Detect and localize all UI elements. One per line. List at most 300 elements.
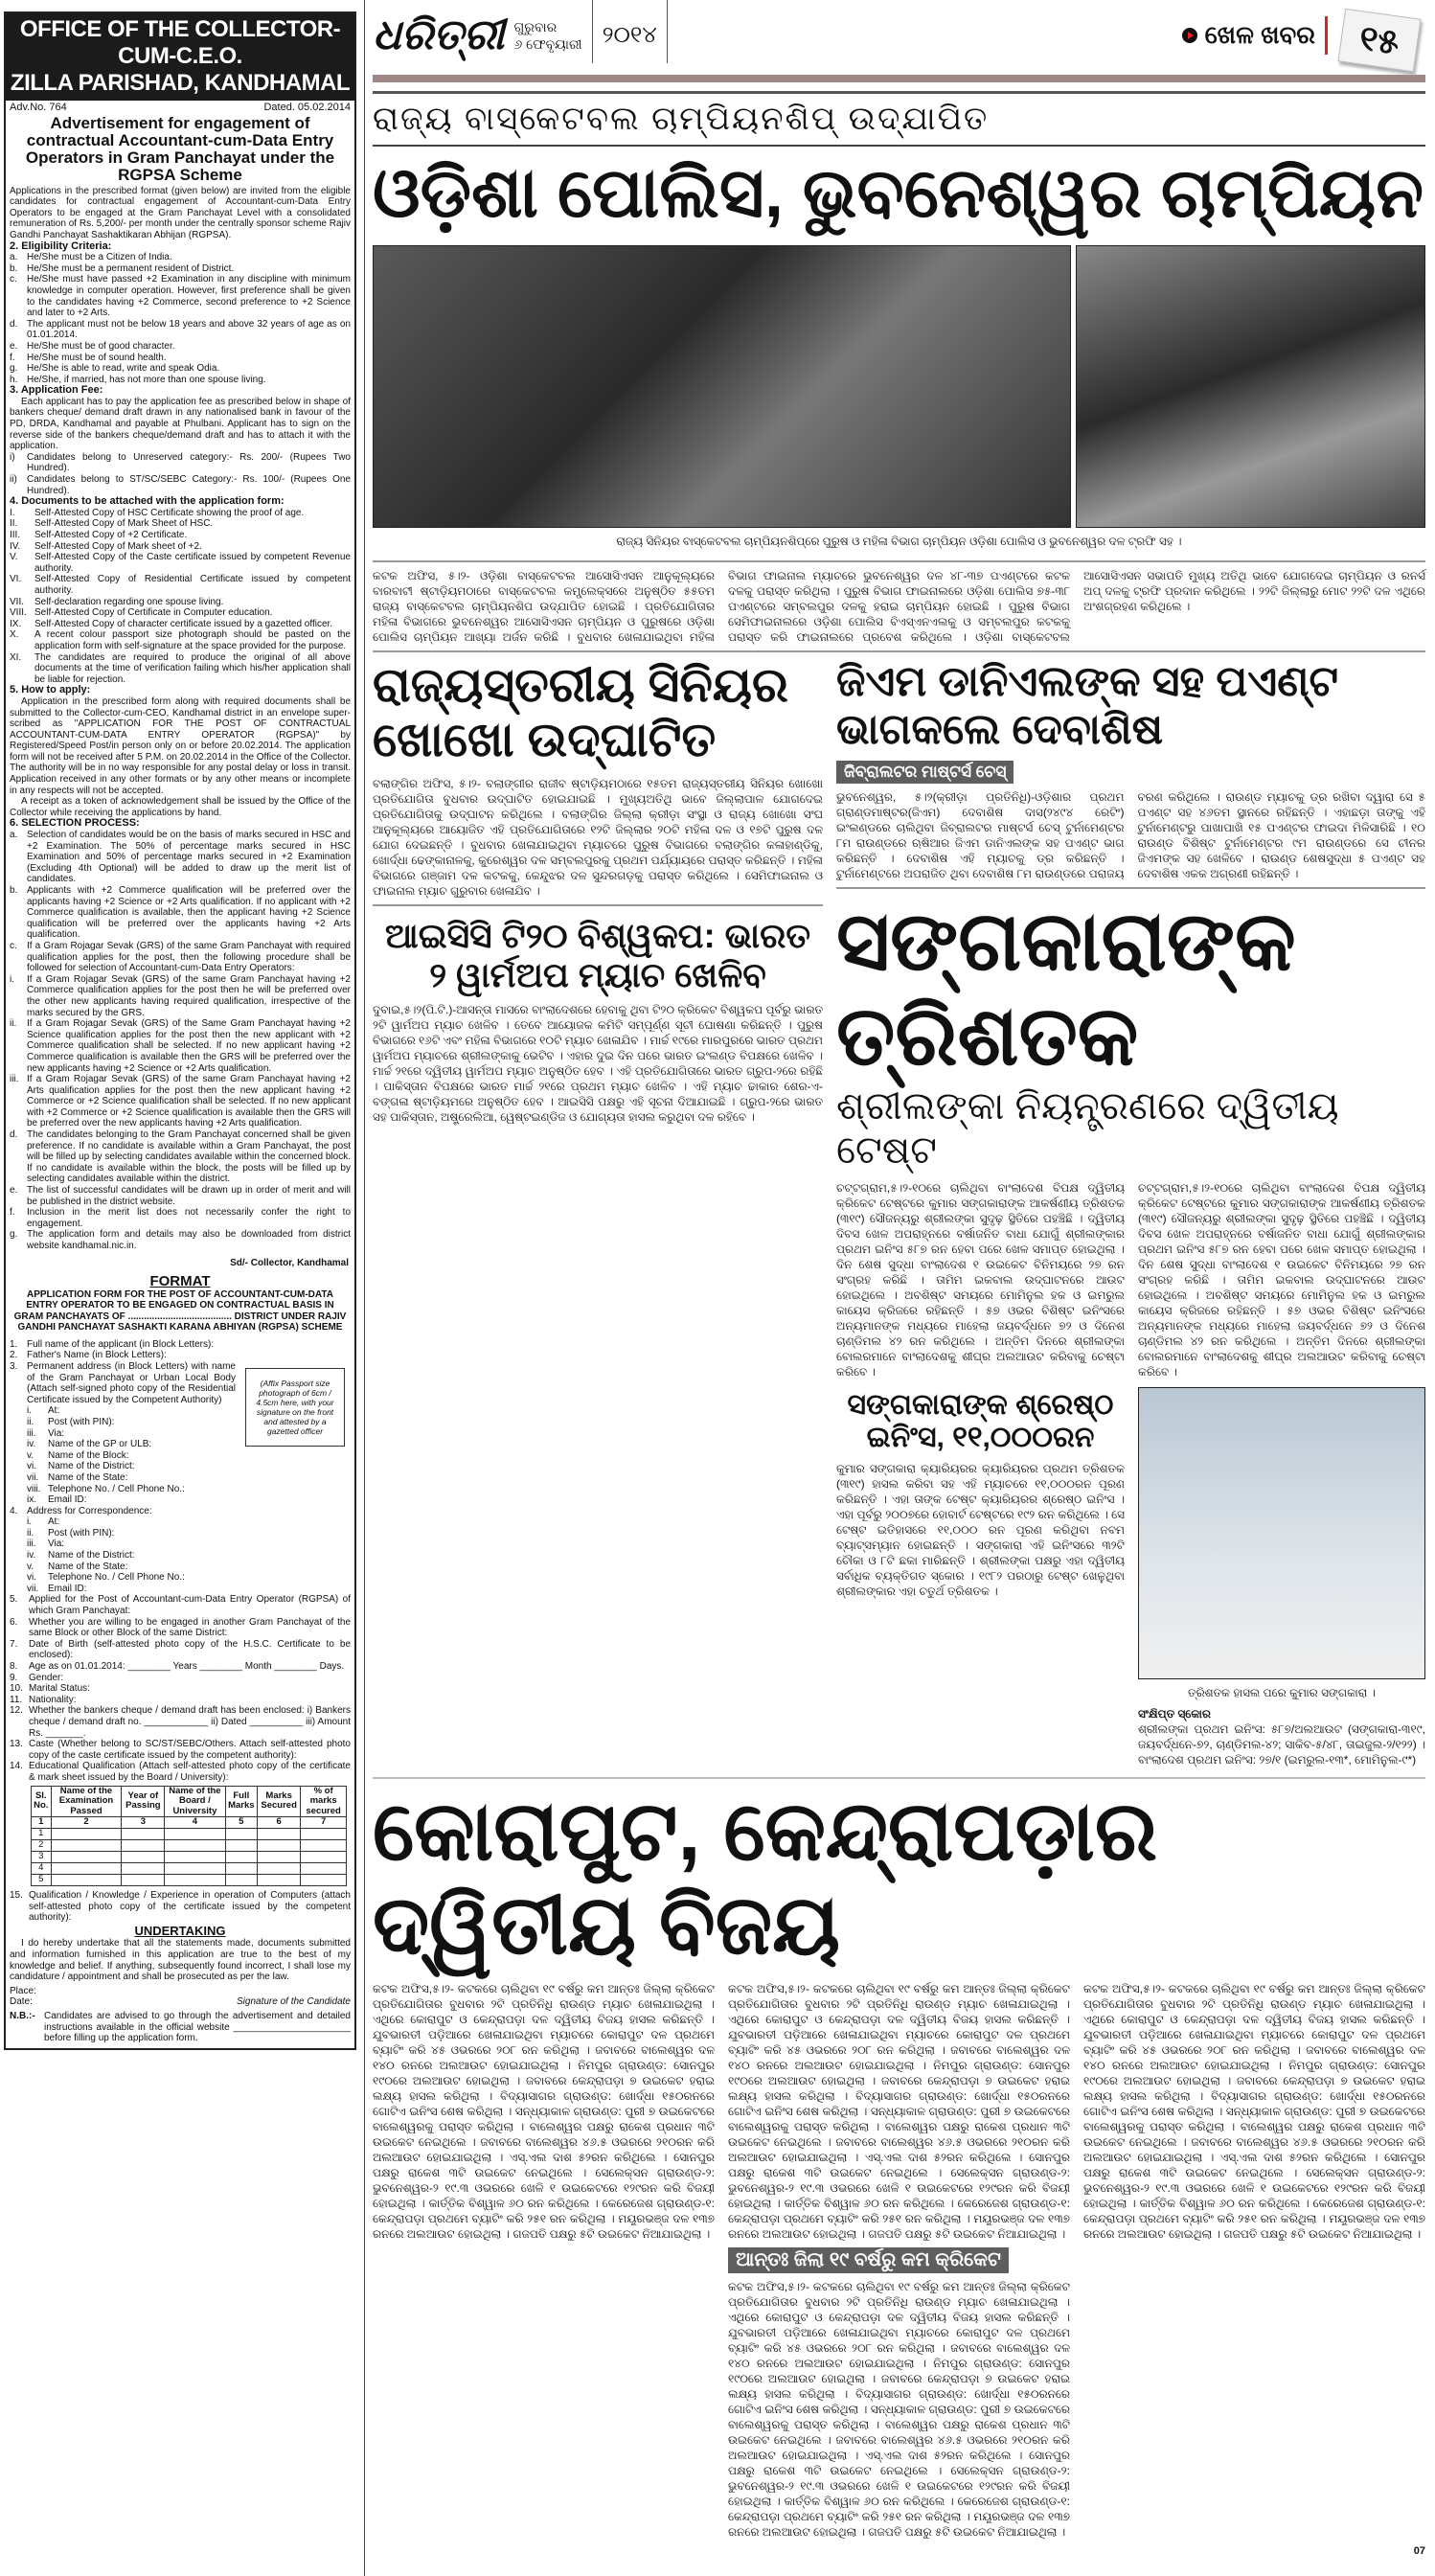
item-text: Nationality: xyxy=(29,1694,77,1705)
correspondence-address-fields xyxy=(6,1516,239,1594)
list-item xyxy=(6,1594,354,1616)
item-number: ii. xyxy=(27,1416,34,1427)
item-number: ii) xyxy=(10,474,17,486)
item-number: 13. xyxy=(10,1739,23,1750)
item-number: 4. xyxy=(10,1505,18,1516)
item-text: Self-Attested Copy of Mark Sheet of HSC. xyxy=(34,518,214,530)
item-number: i. xyxy=(10,973,14,985)
list-item xyxy=(6,1361,239,1405)
list-item xyxy=(6,607,354,619)
item-number: V. xyxy=(10,552,18,563)
list-item xyxy=(6,974,354,1018)
list-item xyxy=(6,1539,239,1550)
row-number: 4 xyxy=(32,1863,52,1875)
table-cell[interactable] xyxy=(301,1863,347,1875)
item-number: i. xyxy=(27,1405,32,1417)
item-number: c. xyxy=(10,940,17,951)
list-item xyxy=(6,1562,239,1573)
sangakkara-story-body-cont: ଚଟ୍ଟଗ୍ରାମ,୫।୨-୧୦ରେ ଚାଲିଥିବା ବାଂଲାଦେଶ ବିପକ୍ଷ ଦ୍ୱିତୀୟ କ୍ରିକେଟ ଟେଷ୍ଟରେ କୁମାର ସଙ୍ଗକାରାଙ୍କ ଆକର୍ଷଣୀୟ ତ୍ରିଶତକ (୩୧୯) ସୌଜନ୍ୟରୁ ଶ୍ରୀଲଙ୍କା ସୁଦୃଢ଼ ସ୍ଥିତିରେ ପହଞ୍ଚିଛି । ଦ୍ୱିତୀୟ ଦିବସ ଖେଳ ଅପରାହ୍ନରେ ବର୍ଷାଜନିତ ବାଧା ଯୋଗୁଁ ଶ୍ରୀଲଙ୍କାର ପ୍ରଥମ ଇନିଂସ ୫୮୭ ରନ ହେବା ପରେ ଖେଳ ସମାପ୍ତ ହୋଇଥିଲା । ଦିନ ଶେଷ ସୁଦ୍ଧା ବାଂଲାଦେଶ ୧ ଉଇକେଟ ବିନିମୟରେ ୨୭ ରନ ସଂଗ୍ରହ କରିଛି । ତାମିମ ଇକବାଲ ଉଦ୍‌ଘାଟନରେ ଆଉଟ ହୋଇଥିଲେ । ଅବଶିଷ୍ଟ ସମୟରେ ମୋମିନୁଲ ହକ ଓ ଇମରୁଲ କାୟେସ କ୍ରିଜରେ ରହିଛନ୍ତି । ୫୭ ଓଭର ବିଶିଷ୍ଟ ଇନିଂସରେ ଅନ୍ୟମାନଙ୍କ ମଧ୍ୟରେ ମାହେଲା ଜୟବର୍ଦ୍ଧନେ ୭୨ ଓ ଦିନେଶ ଚାଣ୍ଡିମଲ ୪୨ ରନ କରିଥିଲେ । ଅନ୍ତିମ ଦିନରେ ଶ୍ରୀଲଙ୍କା ବୋଲରମାନେ ବାଂଲାଦେଶକୁ ଶୀଘ୍ର ଅଲଆଉଟ କରିବାକୁ ଚେଷ୍ଟା କରିବେ । xyxy=(1138,1180,1425,1379)
photo-caption: ତ୍ରିଶତକ ହାସଲ ପରେ କୁମାର ସଙ୍ଗକାରା । xyxy=(1188,1685,1376,1699)
lead-photos xyxy=(373,245,1425,528)
page-footer-number: 07 xyxy=(1413,2545,1425,2558)
item-number: iii. xyxy=(27,1539,36,1550)
list-item xyxy=(6,1074,354,1129)
item-text: Whether you are willing to be engaged in another Gram Panchayat of the same Block or other Block of the same District: xyxy=(29,1616,351,1639)
item-number: viii. xyxy=(27,1483,41,1494)
column-number: 4 xyxy=(165,1817,225,1829)
lead-story-body: କଟକ ଅଫିସ, ୫।୨- ଓଡ଼ିଶା ବାସ୍କେଟବଲ ଆସୋସିଏସନ ଆନୁକୂଲ୍ୟରେ ବାରବାଟୀ ଷ୍ଟାଡ଼ିୟମଠାରେ ବାସ୍କେଟବଲ କମ୍ପ୍ଲେକ୍ସରେ ଅନୁଷ୍ଠିତ ୫୫ତମ ରାଜ୍ୟ ବାସ୍କେଟବଲ ଚାମ୍ପିୟନଶିପ ଉଦ୍ଯାପିତ ହୋଇଛି । ପ୍ରତିଯୋଗିତାର ମହିଳା ବିଭାଗରେ ଭୁବନେଶ୍ୱର ଆସୋସିଏସନ ଚାମ୍ପିୟନ ଓ ପୁରୁଷରେ ଓଡ଼ିଶା ପୋଲିସ ଚାମ୍ପିୟନ ଆଖ୍ୟା ଅର୍ଜନ କରିଛି । ବୁଧବାର ଖେଳାଯାଇଥିବା ମହିଳା ବିଭାଗ ଫାଇନାଲ ମ୍ୟାଚରେ ଭୁବନେଶ୍ୱର ଦଳ ୪୮-୩୭ ପଏଣ୍ଟରେ କଟକ ଦଳକୁ ପରାସ୍ତ କରିଥିଲା । ପୁରୁଷ ବିଭାଗ ଫାଇନାଲରେ ଓଡ଼ିଶା ପୋଲିସ ୭୫-୩୮ ପଏଣ୍ଟରେ ସମ୍ବଲପୁର ଦଳକୁ ହରାଇ ଚାମ୍ପିୟନ ହୋଇଛି । ପୁରୁଷ ବିଭାଗ ସେମିଫାଇନାଲରେ ଓଡ଼ିଶା ପୋଲିସ ବିଏସ୍ଏନଏଲକୁ ଓ ସମ୍ବଲପୁର କଟକକୁ ପରାସ୍ତ କରି ଫାଇନାଲରେ ପ୍ରବେଶ କରିଥିଲେ । ଓଡ଼ିଶା ବାସ୍କେଟବଲ ଆସୋସିଏସନ ସଭାପତି ମୁଖ୍ୟ ଅତିଥି ଭାବେ ଯୋଗଦେଇ ଚାମ୍ପିୟନ ଓ ରନର୍ସ ଅପ୍ ଦଳକୁ ଟ୍ରଫି ପ୍ରଦାନ କରିଥିଲେ । ୨୨ଟି ଜିଲ୍ଲାରୁ ମୋଟ ୨୨ଟି ଦଳ ଏଥିରେ ଅଂଶଗ୍ରହଣ କରିଥିଲେ । xyxy=(373,568,1425,644)
item-number: I. xyxy=(10,507,15,518)
item-number: 1. xyxy=(10,1338,18,1350)
table-cell[interactable] xyxy=(165,1863,225,1875)
item-text: The application form and details may also be downloaded from district website kandhamal.nic.in. xyxy=(27,1229,351,1251)
form-personal-section xyxy=(6,1339,354,1595)
table-cell[interactable] xyxy=(165,1852,225,1863)
item-text: Telephone No. / Cell Phone No.: xyxy=(48,1572,185,1584)
u19-headline: କୋରାପୁଟ, କେନ୍ଦ୍ରାପଡ଼ାର ଦ୍ୱିତୀୟ ବିଜୟ xyxy=(373,1785,1158,1972)
sangakkara-subhead: ଶ୍ରୀଲଙ୍କା ନିୟନ୍ତ୍ରଣରେ ଦ୍ୱିତୀୟ ଟେଷ୍ଟ xyxy=(836,1084,1339,1172)
list-item xyxy=(6,652,354,686)
list-item xyxy=(6,1683,354,1695)
item-number: d. xyxy=(10,1129,18,1141)
item-number: i) xyxy=(10,451,15,463)
khokho-headline xyxy=(373,658,823,768)
chess-tag xyxy=(836,755,1425,789)
item-text: Post (with PIN): xyxy=(48,1527,115,1539)
item-number: v. xyxy=(27,1449,34,1461)
table-cell[interactable] xyxy=(51,1829,122,1840)
nb-label: N.B.:- xyxy=(10,2010,35,2021)
item-number: vi. xyxy=(27,1572,36,1584)
form-items xyxy=(6,1594,354,1783)
item-text: If a Gram Rojagar Sevak (GRS) of the Same Gram Panchayat having +2 Science qualification applies for the post then the new applicant with +2 Commerce qualification shall be selected. If no new applicant having +2 Commerce qualification is available then the GRS will be preferred over the new applicants having +2 Science or +2 Arts qualification. xyxy=(27,1018,351,1074)
list-item xyxy=(6,629,354,651)
table-cell[interactable] xyxy=(51,1840,122,1852)
sangakkara-photo xyxy=(1138,1387,1425,1679)
item-number: h. xyxy=(10,374,18,385)
item-number: iii. xyxy=(10,1074,19,1085)
fee-text: Each applicant has to pay the application fee as prescribed below in shape of bankers cheque/ demand draft drawn in any nationalised bank in favour of the PD, DRDA, Kandhamal and payable at Phulbani. Applicant has to sign on the reverse side of the bankers cheque/demand draft and has to attach it with the application. xyxy=(10,396,351,452)
list-item xyxy=(6,1617,354,1639)
headline-line: ଆଇସିସି ଟି୨୦ ବିଶ୍ୱକପ: ଭାରତ xyxy=(384,915,811,955)
table-cell[interactable] xyxy=(122,1852,165,1863)
list-item xyxy=(6,1550,239,1562)
headline-line: ୨ ୱାର୍ମଅପ ମ୍ୟାଚ ଖେଳିବ xyxy=(429,954,766,994)
table-cell[interactable] xyxy=(258,1829,301,1840)
item-text: Full name of the applicant (in Block Letters): xyxy=(27,1338,215,1350)
item-number: 2. xyxy=(10,1350,18,1361)
play-bullet-icon xyxy=(1182,28,1197,43)
rule xyxy=(373,75,1425,82)
table-header: Marks Secured xyxy=(258,1786,301,1817)
sangakkara-story-body: ଚଟ୍ଟଗ୍ରାମ,୫।୨-୧୦ରେ ଚାଲିଥିବା ବାଂଲାଦେଶ ବିପକ୍ଷ ଦ୍ୱିତୀୟ କ୍ରିକେଟ ଟେଷ୍ଟରେ କୁମାର ସଙ୍ଗକାରାଙ୍କ ଆକର୍ଷଣୀୟ ତ୍ରିଶତକ (୩୧୯) ସୌଜନ୍ୟରୁ ଶ୍ରୀଲଙ୍କା ସୁଦୃଢ଼ ସ୍ଥିତିରେ ପହଞ୍ଚିଛି । ଦ୍ୱିତୀୟ ଦିବସ ଖେଳ ଅପରାହ୍ନରେ ବର୍ଷାଜନିତ ବାଧା ଯୋଗୁଁ ଶ୍ରୀଲଙ୍କାର ପ୍ରଥମ ଇନିଂସ ୫୮୭ ରନ ହେବା ପରେ ଖେଳ ସମାପ୍ତ ହୋଇଥିଲା । ଦିନ ଶେଷ ସୁଦ୍ଧା ବାଂଲାଦେଶ ୧ ଉଇକେଟ ବିନିମୟରେ ୨୭ ରନ ସଂଗ୍ରହ କରିଛି । ତାମିମ ଇକବାଲ ଉଦ୍‌ଘାଟନରେ ଆଉଟ ହୋଇଥିଲେ । ଅବଶିଷ୍ଟ ସମୟରେ ମୋମିନୁଲ ହକ ଓ ଇମରୁଲ କାୟେସ କ୍ରିଜରେ ରହିଛନ୍ତି । ୫୭ ଓଭର ବିଶିଷ୍ଟ ଇନିଂସରେ ଅନ୍ୟମାନଙ୍କ ମଧ୍ୟରେ ମାହେଲା ଜୟବର୍ଦ୍ଧନେ ୭୨ ଓ ଦିନେଶ ଚାଣ୍ଡିମଲ ୪୨ ରନ କରିଥିଲେ । ଅନ୍ତିମ ଦିନରେ ଶ୍ରୀଲଙ୍କା ବୋଲରମାନେ ବାଂଲାଦେଶକୁ ଶୀଘ୍ର ଅଲଆଉଟ କରିବାକୁ ଚେଷ୍ଟା କରିବେ । xyxy=(836,1180,1125,1379)
list-item xyxy=(6,353,354,364)
list-item xyxy=(6,941,354,974)
list-item xyxy=(6,452,354,474)
issue-date xyxy=(513,18,581,53)
u19-columns xyxy=(373,1981,1425,2540)
table-cell[interactable] xyxy=(301,1840,347,1852)
row-number: 2 xyxy=(32,1840,52,1852)
item-text: Educational Qualification (Attach self-attested photo copy of the certificate & mark sheet issued by the Board / University): xyxy=(29,1761,351,1783)
collector-signature: Sd/- Collector, Kandhamal xyxy=(230,1257,349,1268)
ad-meta xyxy=(6,101,354,114)
item-text: Telephone No. / Cell Phone No.: xyxy=(48,1483,185,1494)
item-number: a. xyxy=(10,252,18,263)
adv-date: Dated. 05.02.2014 xyxy=(263,102,351,113)
item-text: Whether the bankers cheque / demand draft has been enclosed: i) Bankers cheque / demand draft no. ____________ ii) Dated __________ iii) Amount Rs. _______. xyxy=(29,1705,351,1739)
masthead xyxy=(373,0,1425,71)
table-header: Sl. No. xyxy=(32,1786,52,1817)
table-row xyxy=(32,1829,347,1840)
item-number: 9. xyxy=(10,1672,18,1683)
row-number: 3 xyxy=(32,1852,52,1863)
item-number: VI. xyxy=(10,574,22,585)
table-cell[interactable] xyxy=(301,1875,347,1886)
list-item xyxy=(6,1516,239,1528)
item-number: 10. xyxy=(10,1683,23,1695)
item-text: A recent colour passport size photograph should be pasted on the application form with self-signature at the space provided for the purpose. xyxy=(34,629,351,651)
photo-caption: ରାଜ୍ୟ ସିନିୟର ବାସ୍କେଟବଲ ଚାମ୍ପିୟନଶିପ୍‌ରେ ପୁରୁଷ ଓ ମହିଳା ବିଭାଗ ଚାମ୍ପିୟନ ଓଡ଼ିଶା ପୋଲିସ ଓ ଭୁବନେଶ୍ୱର ଦଳ ଟ୍ରଫି ସହ । xyxy=(616,534,1182,548)
section-heading: 3. Application Fee: xyxy=(10,384,103,397)
table-header: Name of the Board / University xyxy=(165,1786,225,1817)
list-item xyxy=(6,1739,354,1761)
item-text: Name of the State: xyxy=(48,1561,128,1572)
form-items xyxy=(6,1339,239,1406)
u19-tag xyxy=(728,2242,1070,2279)
item-text: He/She must be a permanent resident of District. xyxy=(27,262,235,274)
khokho-story-body: ବଲାଙ୍ଗିର ଅଫିସ, ୫।୨- ବଲାଙ୍ଗୀର ରାଜୀବ ଷ୍ଟାଡ଼ିୟମଠାରେ ୧୫ତମ ରାଜ୍ୟସ୍ତରୀୟ ସିନିୟର ଖୋଖୋ ପ୍ରତିଯୋଗିତା ବୁଧବାର ଉଦ୍‌ଘାଟିତ ହୋଇଯାଇଛି । ମୁଖ୍ୟଅତିଥି ଭାବେ ଜିଲ୍ଲାପାଳ ଯୋଗଦେଇ ପ୍ରତିଯୋଗିତାକୁ ଉଦ୍‌ଘାଟନ କରିଥିଲେ । ବଲାଙ୍ଗିର ଜିଲ୍ଲା କ୍ରୀଡ଼ା ସଂସ୍ଥା ଓ ରାଜ୍ୟ ଖୋଖୋ ସଂଘ ଆନୁକୂଲ୍ୟରେ ଆୟୋଜିତ ଏହି ପ୍ରତିଯୋଗିତାରେ ୧୨ଟି ଜିଲ୍ଲାର ୨୦ଟି ମହିଳା ଦଳ ଓ ୧୭ଟି ପୁରୁଷ ଦଳ ଯୋଗ ଦେଇଛନ୍ତି । ବୁଧବାର ଖେଳାଯାଇଥିବା ମ୍ୟାଚରେ ପୁରୁଷ ବିଭାଗରେ ବଲାଙ୍ଗିର କଳାହାଣ୍ଡିକୁ, ଖୋର୍ଦ୍ଧା ଢେଙ୍କାନାଳକୁ, କୁରେଶ୍ୱର ଦଳ ସମ୍ବଲପୁରକୁ ପ୍ରଥମ ପର୍ଯ୍ୟାୟରେ ପରାସ୍ତ କରିଛନ୍ତି । ମହିଳା ବିଭାଗରେ ଗଞ୍ଜାମ ଦଳ କଟକକୁ, କେନ୍ଦୁଝର ଦଳ ସୁନ୍ଦରଗଡ଼କୁ ପରାସ୍ତ କରିଥିଲେ । ସେମିଫାଇନାଲ ଓ ଫାଇନାଲ ମ୍ୟାଚ ଗୁରୁବାର ଖେଳାଯିବ । xyxy=(373,776,823,898)
item-number: iv. xyxy=(27,1439,36,1450)
u19-story-body-cont: କଟକ ଅଫିସ,୫।୨- କଟକରେ ଚାଲିଥିବା ୧୯ ବର୍ଷରୁ କମ ଆନ୍ତଃ ଜିଲ୍ଲା କ୍ରିକେଟ ପ୍ରତିଯୋଗିତାର ବୁଧବାର ୨ଟି ପ୍ରତିନିଧି ରାଉଣ୍ଡ ମ୍ୟାଚ ଖେଳାଯାଇଥିଲା । ଏଥିରେ କୋରାପୁଟ ଓ କେନ୍ଦ୍ରାପଡ଼ା ଦଳ ଦ୍ୱିତୀୟ ବିଜୟ ହାସଲ କରିଛନ୍ତି । ଯୁବଭାରତୀ ପଡ଼ିଆରେ ଖେଳାଯାଇଥିବା ମ୍ୟାଚରେ କୋରାପୁଟ ଦଳ ପ୍ରଥମେ ବ୍ୟାଟିଂ କରି ୪୫ ଓଭରରେ ୨୦୮ ରନ କରିଥିଲା । ଜବାବରେ ବାଲେଶ୍ୱର ଦଳ ୧୪୦ ରନରେ ଅଲଆଉଟ ହୋଇଯାଇଥିଲା । ନିମପୁର ଗ୍ରାଉଣ୍ଡ: ସୋନପୁର ୧୯୦ରେ ଅଲଆଉଟ ହୋଇଥିଲା । ଜବାବରେ କେନ୍ଦ୍ରାପଡ଼ା ୭ ଉଇକେଟ ହରାଇ ଲକ୍ଷ୍ୟ ହାସଲ କରିଥିଲା । ବିଦ୍ୟାସାଗର ଗ୍ରାଉଣ୍ଡ: ଖୋର୍ଦ୍ଧା ୧୫୦ରନରେ ଗୋଟିଏ ଇନିଂସ ଶେଷ କରିଥିଲା । ସନ୍ଧ୍ୟାକାଳ ଗ୍ରାଉଣ୍ଡ: ପୁରୀ ୭ ଉଇକେଟରେ ବାଲେଶ୍ୱରକୁ ପରାସ୍ତ କରିଥିଲା । ବାଲେଶ୍ୱର ପକ୍ଷରୁ ରାକେଶ ପ୍ରଧାନ ୩ଟି ଉଇକେଟ ନେଇଥିଲେ । ଜବାବରେ ବାଲେଶ୍ୱର ୪୬.୫ ଓଭରରେ ୨୧୦ରନ କରି ଅଲଆଉଟ ହୋଇଯାଇଥିଲା । ଏସ୍.ଏଲ ଦାଶ ୫୨ରନ କରିଥିଲେ । ସୋନପୁର ପକ୍ଷରୁ ରାକେଶ ୩ଟି ଉଇକେଟ ନେଇଥିଲେ । ସେଲେକ୍ସନ ଗ୍ରାଉଣ୍ଡ-୨: ଭୁବନେଶ୍ୱର-୨ ୧୯.୩ ଓଭରରେ ଖେଳି ୧ ଉଇକେଟରେ ୧୨୯ରନ କରି ବିଜୟୀ ହୋଇଥିଲା । କାର୍ତ୍ତିକ ବିଶ୍ୱାଳ ୬୦ ରନ କରିଥିଲେ । କେରେଜେଶ ଗ୍ରାଉଣ୍ଡ-୧: କେନ୍ଦ୍ରାପଡ଼ା ପ୍ରଥମେ ବ୍ୟାଟିଂ କରି ୨୫୧ ରନ କରିଥିଲା । ମୟୂରଭଞ୍ଜ ଦଳ ୧୩୭ ରନରେ ଅଲଆଉଟ ହୋଇଥିଲା । ଗଜପତି ପକ୍ଷରୁ ୫ଟି ଉଇକେଟ ନିଆଯାଇଥିଲା । xyxy=(728,1982,1070,2242)
item-text: Qualification / Knowledge / Experience in operation of Computers (attach self-attested photo copy of the certificate issued by the competent authority): xyxy=(29,1890,351,1924)
item-text: Name of the District: xyxy=(48,1550,135,1562)
rule xyxy=(373,650,1425,652)
headline-line: ରାଜ୍ୟସ୍ତରୀୟ ସିନିୟର xyxy=(373,657,788,712)
item-number: f. xyxy=(10,352,15,363)
table-header: Name of the Examination Passed xyxy=(51,1786,122,1817)
item-number: g. xyxy=(10,363,18,375)
column-number: 6 xyxy=(258,1817,301,1829)
table-cell[interactable] xyxy=(225,1852,258,1863)
item-number: 14. xyxy=(10,1761,23,1772)
item-text: Email ID: xyxy=(48,1494,87,1506)
item-number: 3. xyxy=(10,1360,18,1372)
item-number: 12. xyxy=(10,1705,23,1717)
table-cell[interactable] xyxy=(51,1863,122,1875)
list-item xyxy=(6,1185,354,1207)
list-item xyxy=(6,1129,354,1185)
divider xyxy=(1325,16,1328,55)
ad-banner-line: ZILLA PARISHAD, KANDHAMAL xyxy=(10,70,351,96)
list-item xyxy=(6,1572,239,1584)
qualification-table xyxy=(31,1786,347,1887)
table-cell[interactable] xyxy=(165,1875,225,1886)
advertisement xyxy=(4,11,356,2050)
item-number: XI. xyxy=(10,651,22,663)
apply-text: A receipt as a token of acknowledgement shall be issued by the Office of the Collector while receiving the applications by hand. xyxy=(10,796,351,818)
list-item xyxy=(6,1405,239,1417)
list-item xyxy=(6,597,354,608)
table-cell[interactable] xyxy=(225,1840,258,1852)
table-cell[interactable] xyxy=(225,1829,258,1840)
table-cell[interactable] xyxy=(51,1852,122,1863)
item-number: VIII. xyxy=(10,607,27,619)
table-row xyxy=(32,1852,347,1863)
table-row xyxy=(32,1863,347,1875)
item-text: Applicants with +2 Commerce qualification will be preferred over the applicants having +2 Science or +2 Arts qualification. If no applicant with +2 Commerce qualification is available, then the applicant having +2 Science qualification will be preferred over the applicants having +2 Arts qualification. xyxy=(27,885,351,941)
form-item xyxy=(6,1890,354,1924)
table-row xyxy=(32,1875,347,1886)
table-cell[interactable] xyxy=(122,1829,165,1840)
sports-page xyxy=(364,0,1431,2576)
nb-text: Candidates are advised to go through the advertisement and detailed instructions available in the official website ______________________ before filling up the application form. xyxy=(44,2010,351,2044)
item-number: d. xyxy=(10,318,18,330)
table-cell[interactable] xyxy=(301,1829,347,1840)
womens-team-photo xyxy=(1076,245,1425,528)
row-number: 5 xyxy=(32,1875,52,1886)
lead-kicker: ରାଜ୍ୟ ବାସ୍କେଟବଲ ଚାମ୍ପିୟନଶିପ୍ ଉଦ୍ଯାପିତ xyxy=(373,94,1425,147)
selection-sub-list xyxy=(6,974,354,1129)
selection-list xyxy=(6,830,354,974)
table-header: Year of Passing xyxy=(122,1786,165,1817)
selection-list xyxy=(6,1129,354,1252)
item-text: Email ID: xyxy=(48,1583,87,1594)
item-text: Caste (Whether belong to SC/ST/SEBC/Others. Attach self-attested photo copy of the caste certificate issued by the competent authority): xyxy=(29,1739,351,1761)
item-text: Via: xyxy=(48,1427,65,1439)
item-number: ix. xyxy=(27,1494,36,1506)
chess-story-body: ଭୁବନେଶ୍ୱର, ୫।୨(କ୍ରୀଡ଼ା ପ୍ରତିନିଧି)-ଓଡ଼ିଶାର ପ୍ରଥମ ଗ୍ରାଣ୍ଡମାଷ୍ଟର(ଜିଏମ) ଦେବାଶିଷ ଦାସ(୨୪୯୪ ରେଟିଂ) ଇଂଲଣ୍ଡରେ ଚାଲିଥିବା ଜିବ୍ରାଲଟର ମାଷ୍ଟର୍ସ ଚେସ୍ ଟୁର୍ନାମେଣ୍ଟର ୮ମ ରାଉଣ୍ଡରେ ଋଷିଆର ଜିଏମ ଡାନିଏଲଙ୍କ ସହ ପଏଣ୍ଟ ଭାଗ କରିଛନ୍ତି । ଦେବାଶିଷ ଏହି ମ୍ୟାଚକୁ ଡ୍ର କରିଛନ୍ତି । ଟୁର୍ନାମେଣ୍ଟରେ ଅପରାଜିତ ଥିବା ଦେବାଶିଷ ୮ମ ରାଉଣ୍ଡରେ ପରାଜୟ ବରଣ କରିଥିଲେ । ରାଉଣ୍ଡ ମ୍ୟାଚକୁ ଡ୍ର ରଖିବା ଦ୍ୱାରା ସେ ୫ ପଏଣ୍ଟ ସହ ୪୬ତମ ସ୍ଥାନରେ ରହିଛନ୍ତି । ଏହାଛଡ଼ା ତାଙ୍କୁ ଏହି ଟୁର୍ନାମେଣ୍ଟରୁ ପାଖାପାଖି ୧୫ ପଏଣ୍ଟର ଫାଇଦା ମିଳିସାରିଛି । ୧୦ ରାଉଣ୍ଡ ବିଶିଷ୍ଟ ଟୁର୍ନାମେଣ୍ଟର ୯ମ ରାଉଣ୍ଡରେ ସେ ଚୀନର ଜିଏମଙ୍କ ସହ ଖେଳିବେ । ରାଉଣ୍ଡ ଶେଷସୁଦ୍ଧା ୫ ପଏଣ୍ଟ ସହ ଦେବାଶିଷ ଏକକ ଅଗ୍ରଣୀ ରହିଛନ୍ତି । xyxy=(836,789,1425,880)
section-heading: 6. SELECTION PROCESS: xyxy=(10,817,140,830)
item-text: Name of the District: xyxy=(48,1461,135,1472)
section-heading: 2. Eligibility Criteria: xyxy=(10,239,112,252)
column-number: 2 xyxy=(51,1817,122,1829)
item-number: a. xyxy=(10,830,18,841)
list-item xyxy=(6,1417,239,1428)
divider xyxy=(592,0,593,63)
table-cell[interactable] xyxy=(258,1863,301,1875)
item-text: Candidates belong to ST/SC/SEBC Category:- Rs. 100/- (Rupees One Hundred). xyxy=(27,474,351,496)
item-text: Name of the State: xyxy=(48,1471,128,1483)
item-number: vii. xyxy=(27,1583,39,1594)
item-text: Via: xyxy=(48,1539,65,1550)
table-cell[interactable] xyxy=(51,1875,122,1886)
item-text: Self-declaration regarding one spouse living. xyxy=(34,596,224,607)
chess-headline: ଜିଏମ ଡାନିଏଲଙ୍କ ସହ ପଏଣ୍ଟ ଭାଗକଲେ ଦେବାଶିଷ xyxy=(836,657,1338,754)
list-item xyxy=(6,363,354,375)
list-item xyxy=(6,1018,354,1074)
item-text: Candidates belong to Unreserved category:- Rs. 200/- (Rupees Two Hundred). xyxy=(27,451,351,474)
list-item xyxy=(6,1350,239,1361)
list-item xyxy=(6,830,354,885)
item-text: He/She, if married, has not more than one spouse living. xyxy=(27,374,266,385)
item-text: Father's Name (in Block Letters): xyxy=(27,1350,167,1361)
item-number: IX. xyxy=(10,618,22,629)
item-text: Name of the Block: xyxy=(48,1449,129,1461)
list-item xyxy=(6,1661,354,1673)
table-cell[interactable] xyxy=(301,1852,347,1863)
u19-story-body: କଟକ ଅଫିସ,୫।୨- କଟକରେ ଚାଲିଥିବା ୧୯ ବର୍ଷରୁ କମ ଆନ୍ତଃ ଜିଲ୍ଲା କ୍ରିକେଟ ପ୍ରତିଯୋଗିତାର ବୁଧବାର ୨ଟି ପ୍ରତିନିଧି ରାଉଣ୍ଡ ମ୍ୟାଚ ଖେଳାଯାଇଥିଲା । ଏଥିରେ କୋରାପୁଟ ଓ କେନ୍ଦ୍ରାପଡ଼ା ଦଳ ଦ୍ୱିତୀୟ ବିଜୟ ହାସଲ କରିଛନ୍ତି । ଯୁବଭାରତୀ ପଡ଼ିଆରେ ଖେଳାଯାଇଥିବା ମ୍ୟାଚରେ କୋରାପୁଟ ଦଳ ପ୍ରଥମେ ବ୍ୟାଟିଂ କରି ୪୫ ଓଭରରେ ୨୦୮ ରନ କରିଥିଲା । ଜବାବରେ ବାଲେଶ୍ୱର ଦଳ ୧୪୦ ରନରେ ଅଲଆଉଟ ହୋଇଯାଇଥିଲା । ନିମପୁର ଗ୍ରାଉଣ୍ଡ: ସୋନପୁର ୧୯୦ରେ ଅଲଆଉଟ ହୋଇଥିଲା । ଜବାବରେ କେନ୍ଦ୍ରାପଡ଼ା ୭ ଉଇକେଟ ହରାଇ ଲକ୍ଷ୍ୟ ହାସଲ କରିଥିଲା । ବିଦ୍ୟାସାଗର ଗ୍ରାଉଣ୍ଡ: ଖୋର୍ଦ୍ଧା ୧୫୦ରନରେ ଗୋଟିଏ ଇନିଂସ ଶେଷ କରିଥିଲା । ସନ୍ଧ୍ୟାକାଳ ଗ୍ରାଉଣ୍ଡ: ପୁରୀ ୭ ଉଇକେଟରେ ବାଲେଶ୍ୱରକୁ ପରାସ୍ତ କରିଥିଲା । ବାଲେଶ୍ୱର ପକ୍ଷରୁ ରାକେଶ ପ୍ରଧାନ ୩ଟି ଉଇକେଟ ନେଇଥିଲେ । ଜବାବରେ ବାଲେଶ୍ୱର ୪୬.୫ ଓଭରରେ ୨୧୦ରନ କରି ଅଲଆଉଟ ହୋଇଯାଇଥିଲା । ଏସ୍.ଏଲ ଦାଶ ୫୨ରନ କରିଥିଲେ । ସୋନପୁର ପକ୍ଷରୁ ରାକେଶ ୩ଟି ଉଇକେଟ ନେଇଥିଲେ । ସେଲେକ୍ସନ ଗ୍ରାଉଣ୍ଡ-୨: ଭୁବନେଶ୍ୱର-୨ ୧୯.୩ ଓଭରରେ ଖେଳି ୧ ଉଇକେଟରେ ୧୨୯ରନ କରି ବିଜୟୀ ହୋଇଥିଲା । କାର୍ତ୍ତିକ ବିଶ୍ୱାଳ ୬୦ ରନ କରିଥିଲେ । କେରେଜେଶ ଗ୍ରାଉଣ୍ଡ-୧: କେନ୍ଦ୍ରାପଡ଼ା ପ୍ରଥମେ ବ୍ୟାଟିଂ କରି ୨୫୧ ରନ କରିଥିଲା । ମୟୂରଭଞ୍ଜ ଦଳ ୧୩୭ ରନରେ ଅଲଆଉଟ ହୋଇଥିଲା । ଗଜପତି ପକ୍ଷରୁ ୫ଟି ଉଇକେଟ ନିଆଯାଇଥିଲା । xyxy=(373,1982,715,2242)
u19-story-body-cont: କଟକ ଅଫିସ,୫।୨- କଟକରେ ଚାଲିଥିବା ୧୯ ବର୍ଷରୁ କମ ଆନ୍ତଃ ଜିଲ୍ଲା କ୍ରିକେଟ ପ୍ରତିଯୋଗିତାର ବୁଧବାର ୨ଟି ପ୍ରତିନିଧି ରାଉଣ୍ଡ ମ୍ୟାଚ ଖେଳାଯାଇଥିଲା । ଏଥିରେ କୋରାପୁଟ ଓ କେନ୍ଦ୍ରାପଡ଼ା ଦଳ ଦ୍ୱିତୀୟ ବିଜୟ ହାସଲ କରିଛନ୍ତି । ଯୁବଭାରତୀ ପଡ଼ିଆରେ ଖେଳାଯାଇଥିବା ମ୍ୟାଚରେ କୋରାପୁଟ ଦଳ ପ୍ରଥମେ ବ୍ୟାଟିଂ କରି ୪୫ ଓଭରରେ ୨୦୮ ରନ କରିଥିଲା । ଜବାବରେ ବାଲେଶ୍ୱର ଦଳ ୧୪୦ ରନରେ ଅଲଆଉଟ ହୋଇଯାଇଥିଲା । ନିମପୁର ଗ୍ରାଉଣ୍ଡ: ସୋନପୁର ୧୯୦ରେ ଅଲଆଉଟ ହୋଇଥିଲା । ଜବାବରେ କେନ୍ଦ୍ରାପଡ଼ା ୭ ଉଇକେଟ ହରାଇ ଲକ୍ଷ୍ୟ ହାସଲ କରିଥିଲା । ବିଦ୍ୟାସାଗର ଗ୍ରାଉଣ୍ଡ: ଖୋର୍ଦ୍ଧା ୧୫୦ରନରେ ଗୋଟିଏ ଇନିଂସ ଶେଷ କରିଥିଲା । ସନ୍ଧ୍ୟାକାଳ ଗ୍ରାଉଣ୍ଡ: ପୁରୀ ୭ ଉଇକେଟରେ ବାଲେଶ୍ୱରକୁ ପରାସ୍ତ କରିଥିଲା । ବାଲେଶ୍ୱର ପକ୍ଷରୁ ରାକେଶ ପ୍ରଧାନ ୩ଟି ଉଇକେଟ ନେଇଥିଲେ । ଜବାବରେ ବାଲେଶ୍ୱର ୪୬.୫ ଓଭରରେ ୨୧୦ରନ କରି ଅଲଆଉଟ ହୋଇଯାଇଥିଲା । ଏସ୍.ଏଲ ଦାଶ ୫୨ରନ କରିଥିଲେ । ସୋନପୁର ପକ୍ଷରୁ ରାକେଶ ୩ଟି ଉଇକେଟ ନେଇଥିଲେ । ସେଲେକ୍ସନ ଗ୍ରାଉଣ୍ଡ-୨: ଭୁବନେଶ୍ୱର-୨ ୧୯.୩ ଓଭରରେ ଖେଳି ୧ ଉଇକେଟରେ ୧୨୯ରନ କରି ବିଜୟୀ ହୋଇଥିଲା । କାର୍ତ୍ତିକ ବିଶ୍ୱାଳ ୬୦ ରନ କରିଥିଲେ । କେରେଜେଶ ଗ୍ରାଉଣ୍ଡ-୧: କେନ୍ଦ୍ରାପଡ଼ା ପ୍ରଥମେ ବ୍ୟାଟିଂ କରି ୨୫୧ ରନ କରିଥିଲା । ମୟୂରଭଞ୍ଜ ଦଳ ୧୩୭ ରନରେ ଅଲଆଉଟ ହୋଇଥିଲା । ଗଜପତି ପକ୍ଷରୁ ୫ଟି ଉଇକେଟ ନିଆଯାଇଥିଲା । xyxy=(1083,1982,1425,2242)
item-number: i. xyxy=(27,1516,32,1528)
u19-tag-label: ଆନ୍ତଃ ଜିଲା ୧୯ ବର୍ଷରୁ କମ କ୍ରିକେଟ xyxy=(728,2247,1009,2273)
ad-intro: Applications in the prescribed format (given below) are invited from the eligible candidates for contractual engagement of Accountant-cum-Data Entry Operators to be engaged at the Gram Panchayat Level with a consolidated remuneration of Rs. 5,200/- per month under the centrally sponsor scheme Rajiv Gandhi Panchayat Sashaktikaran Abhijan (RGPSA). xyxy=(10,185,351,240)
list-item xyxy=(6,552,354,574)
table-header: % of marks secured xyxy=(301,1786,347,1817)
table-cell[interactable] xyxy=(165,1829,225,1840)
item-text: The applicant must not be below 18 years and above 32 years of age as on 01.01.2014. xyxy=(27,318,351,341)
item-text: He/She must be of good character. xyxy=(27,340,175,352)
passport-photo-box: (Affix Passport size photograph of 6cm / 4.5cm here, with your signature on the front and attested by a gazetted officer xyxy=(245,1368,345,1447)
apply-text: Application in the prescribed form along with required documents shall be submitted to the Collector-cum-CEO, Kandhamal district in an envelope super-scribed as "APPLICATION FOR THE POST OF CONTRACTUAL ACCOUNTANT-CUM-DATA ENTRY OPERATOR (RGPSA)" by Registered/Speed Post/in person only on or before 20.02.2014. The application form will not be received after 5 P.M. on 20.02.2014 in the Office of the Collector. The authority will be in no way responsible for any postal delay or loss in transit. Application received in any other formats or by any other means or incomplete in any respects will not be accepted. xyxy=(10,695,351,796)
item-text: Name of the GP or ULB: xyxy=(48,1439,152,1450)
list-item xyxy=(6,619,354,630)
row-number: 1 xyxy=(32,1829,52,1840)
permanent-address-fields xyxy=(6,1405,239,1505)
table-cell[interactable] xyxy=(165,1840,225,1852)
rule xyxy=(373,1777,1425,1779)
item-text: The candidates are required to produce the original of all above documents at the time of verification failing which his/her application shall be liable for rejection. xyxy=(34,651,351,685)
adv-number: Adv.No. 764 xyxy=(10,102,67,113)
rule xyxy=(836,887,1425,889)
rule xyxy=(373,560,1425,562)
item-text: Self-Attested Copy of +2 Certificate. xyxy=(34,530,188,540)
section-label xyxy=(1182,20,1315,51)
section-heading: 4. Documents to be attached with the application form: xyxy=(10,495,285,508)
list-item xyxy=(6,1695,354,1706)
item-number: vi. xyxy=(27,1461,36,1472)
middle-section xyxy=(373,658,1425,1767)
item-number: 8. xyxy=(10,1661,18,1672)
item-text: Inclusion in the merit list does not necessarily confer the right to engagement. xyxy=(27,1207,351,1229)
rule xyxy=(373,904,823,906)
item-text: The candidates belonging to the Gram Panchayat concerned shall be given preference. If no candidate is available within a Gram Panchayat, the post will be filled up by selecting candidates available within the concerned block. If no candidate is available within the block, the posts will be filled up by selecting candidates available within the district. xyxy=(27,1129,351,1185)
item-number: f. xyxy=(10,1207,15,1219)
list-item xyxy=(6,1439,239,1450)
fee-list xyxy=(6,452,354,496)
list-item xyxy=(6,1761,354,1783)
item-text: If a Gram Rojagar Sevak (GRS) of the same Gram Panchayat having +2 Arts qualification applies for the post then the new applicant having +2 Commerce or +2 Science qualification shall be selected. If no new applicant with +2 Commerce or +2 Science qualification is available then the GRS will be preferred over the new applicants having +2 Arts qualification. xyxy=(27,1074,351,1129)
list-item xyxy=(6,1461,239,1472)
list-item xyxy=(6,1428,239,1440)
table-cell[interactable] xyxy=(225,1875,258,1886)
item-number: 7. xyxy=(10,1638,18,1650)
section-heading: 5. How to apply: xyxy=(10,684,91,696)
item-text: Address for Correspondence: xyxy=(27,1505,152,1516)
format-subtitle: APPLICATION FORM FOR THE POST OF ACCOUNTANT-CUM-DATA ENTRY OPERATOR TO BE ENGAGED ON CONTRACTUAL BASIS IN GRAM PANCHAYATS OF ....................................... DISTRICT UNDER RAJIV GANDHI PANCHAYAT SASHAKTI KARANA ABHIYAN (RGPSA) SCHEME xyxy=(13,1288,347,1334)
item-text: He/She must have passed +2 Examination in any discipline with minimum knowledge in computer operation. However, first preference shall be given to the candidates having +2 Commerce, second preference to +2 Science and later to +2 Arts. xyxy=(27,274,351,319)
year: ୨୦୧୪ xyxy=(602,22,657,48)
item-number: c. xyxy=(10,274,17,285)
ad-title: Advertisement for engagement of contractual Accountant-cum-Data Entry Operators in Gram Panchayat under the RGPSA Scheme xyxy=(25,113,335,184)
scoreboard-title: ସଂକ୍ଷିପ୍ତ ସ୍କୋର xyxy=(1138,1706,1212,1721)
item-text: Marital Status: xyxy=(29,1683,90,1695)
mens-team-photo xyxy=(373,245,1071,528)
list-item xyxy=(6,1339,239,1351)
list-item xyxy=(6,574,354,596)
list-item xyxy=(6,885,354,941)
ad-banner-line: OFFICE OF THE COLLECTOR-CUM-C.E.O. xyxy=(19,16,341,69)
item-text: At: xyxy=(48,1405,60,1417)
list-item xyxy=(6,1528,239,1539)
item-number: X. xyxy=(10,629,19,641)
column-number: 1 xyxy=(32,1817,52,1829)
item-number: e. xyxy=(10,1185,18,1197)
weekday: ଗୁରୁବାର xyxy=(513,19,558,34)
list-item xyxy=(6,1229,354,1251)
item-number: iii. xyxy=(27,1427,36,1439)
item-text: Applied for the Post of Accountant-cum-Data Entry Operator (RGPSA) of which Gram Panchayat: xyxy=(29,1594,351,1617)
item-text: Self-Attested Copy of HSC Certificate showing the proof of age. xyxy=(34,507,305,518)
column-number: 7 xyxy=(301,1817,347,1829)
item-text: Permanent address (in Block Letters) with name of the Gram Panchayat or Urban Local Body (Attach self-signed photo copy of the Residential Certificate issued by the Competent Authority) xyxy=(27,1360,236,1405)
list-item xyxy=(6,1207,354,1229)
page-number-badge: ୧୫ xyxy=(1337,9,1421,73)
headline-line: ଖୋଖୋ ଉଦ୍‌ଘାଟିତ xyxy=(373,713,717,767)
item-text: At: xyxy=(48,1516,60,1528)
item-number: II. xyxy=(10,518,18,530)
candidate-signature-label: Signature of the Candidate xyxy=(237,1996,351,2008)
divider xyxy=(667,0,668,63)
list-item xyxy=(6,319,354,341)
item-number: 11. xyxy=(10,1694,23,1705)
eligibility-list xyxy=(6,252,354,385)
table-cell[interactable] xyxy=(225,1863,258,1875)
list-item xyxy=(6,1673,354,1684)
item-text: Self-Attested Copy of Certificate in Computer education. xyxy=(34,607,273,619)
list-item xyxy=(6,530,354,541)
table-cell[interactable] xyxy=(122,1840,165,1852)
ad-banner xyxy=(6,13,354,101)
date-label: Date: xyxy=(10,1996,33,2008)
list-item xyxy=(6,1705,354,1739)
item-text: Self-Attested Copy of Residential Certificate issued by competent authority. xyxy=(34,574,351,596)
column-number: 3 xyxy=(122,1817,165,1829)
right-stories xyxy=(836,658,1425,1767)
table-cell[interactable] xyxy=(258,1875,301,1886)
date: ୬ ଫେବୃୟାରୀ xyxy=(513,36,582,52)
list-item xyxy=(6,341,354,353)
sangakkara-headline: ସଙ୍ଗକାରାଙ୍କ ତ୍ରିଶତକ xyxy=(836,895,1296,1083)
item-number: 6. xyxy=(10,1616,18,1628)
item-number: vii. xyxy=(27,1471,39,1483)
item-text: He/She must be a Citizen of India. xyxy=(27,252,172,263)
table-cell[interactable] xyxy=(122,1863,165,1875)
table-header: Full Marks xyxy=(225,1786,258,1817)
place-label: Place: xyxy=(10,1985,36,1996)
item-number: b. xyxy=(10,262,18,274)
u19-story-body-cont: କଟକ ଅଫିସ,୫।୨- କଟକରେ ଚାଲିଥିବା ୧୯ ବର୍ଷରୁ କମ ଆନ୍ତଃ ଜିଲ୍ଲା କ୍ରିକେଟ ପ୍ରତିଯୋଗିତାର ବୁଧବାର ୨ଟି ପ୍ରତିନିଧି ରାଉଣ୍ଡ ମ୍ୟାଚ ଖେଳାଯାଇଥିଲା । ଏଥିରେ କୋରାପୁଟ ଓ କେନ୍ଦ୍ରାପଡ଼ା ଦଳ ଦ୍ୱିତୀୟ ବିଜୟ ହାସଲ କରିଛନ୍ତି । ଯୁବଭାରତୀ ପଡ଼ିଆରେ ଖେଳାଯାଇଥିବା ମ୍ୟାଚରେ କୋରାପୁଟ ଦଳ ପ୍ରଥମେ ବ୍ୟାଟିଂ କରି ୪୫ ଓଭରରେ ୨୦୮ ରନ କରିଥିଲା । ଜବାବରେ ବାଲେଶ୍ୱର ଦଳ ୧୪୦ ରନରେ ଅଲଆଉଟ ହୋଇଯାଇଥିଲା । ନିମପୁର ଗ୍ରାଉଣ୍ଡ: ସୋନପୁର ୧୯୦ରେ ଅଲଆଉଟ ହୋଇଥିଲା । ଜବାବରେ କେନ୍ଦ୍ରାପଡ଼ା ୭ ଉଇକେଟ ହରାଇ ଲକ୍ଷ୍ୟ ହାସଲ କରିଥିଲା । ବିଦ୍ୟାସାଗର ଗ୍ରାଉଣ୍ଡ: ଖୋର୍ଦ୍ଧା ୧୫୦ରନରେ ଗୋଟିଏ ଇନିଂସ ଶେଷ କରିଥିଲା । ସନ୍ଧ୍ୟାକାଳ ଗ୍ରାଉଣ୍ଡ: ପୁରୀ ୭ ଉଇକେଟରେ ବାଲେଶ୍ୱରକୁ ପରାସ୍ତ କରିଥିଲା । ବାଲେଶ୍ୱର ପକ୍ଷରୁ ରାକେଶ ପ୍ରଧାନ ୩ଟି ଉଇକେଟ ନେଇଥିଲେ । ଜବାବରେ ବାଲେଶ୍ୱର ୪୬.୫ ଓଭରରେ ୨୧୦ରନ କରି ଅଲଆଉଟ ହୋଇଯାଇଥିଲା । ଏସ୍.ଏଲ ଦାଶ ୫୨ରନ କରିଥିଲେ । ସୋନପୁର ପକ୍ଷରୁ ରାକେଶ ୩ଟି ଉଇକେଟ ନେଇଥିଲେ । ସେଲେକ୍ସନ ଗ୍ରାଉଣ୍ଡ-୨: ଭୁବନେଶ୍ୱର-୨ ୧୯.୩ ଓଭରରେ ଖେଳି ୧ ଉଇକେଟରେ ୧୨୯ରନ କରି ବିଜୟୀ ହୋଇଥିଲା । କାର୍ତ୍ତିକ ବିଶ୍ୱାଳ ୬୦ ରନ କରିଥିଲେ । କେରେଜେଶ ଗ୍ରାଉଣ୍ଡ-୧: କେନ୍ଦ୍ରାପଡ଼ା ପ୍ରଥମେ ବ୍ୟାଟିଂ କରି ୨୫୧ ରନ କରିଥିଲା । ମୟୂରଭଞ୍ଜ ଦଳ ୧୩୭ ରନରେ ଅଲଆଉଟ ହୋଇଥିଲା । ଗଜପତି ପକ୍ଷରୁ ୫ଟି ଉଇକେଟ ନିଆଯାଇଥିଲା । xyxy=(728,2280,1070,2540)
scoreboard xyxy=(1138,1706,1425,1767)
t20-headline xyxy=(373,916,823,995)
list-item xyxy=(6,1472,239,1484)
table-cell[interactable] xyxy=(258,1852,301,1863)
item-number: v. xyxy=(27,1561,34,1572)
item-number: IV. xyxy=(10,540,21,552)
table-cell[interactable] xyxy=(122,1875,165,1886)
list-item xyxy=(6,1639,354,1661)
item-text: Gender: xyxy=(29,1672,64,1683)
item-text: If a Gram Rojagar Sevak (GRS) of the same Gram Panchayat with required qualification applies for the post, then the following procedure shall be followed for selection of Accountant-cum-Data Entry Operators: xyxy=(27,940,351,974)
list-item xyxy=(6,252,354,263)
item-number: b. xyxy=(10,885,18,896)
section-name: ଖେଳ ଖବର xyxy=(1204,20,1315,49)
item-text: Date of Birth (self-attested photo copy of the H.S.C. Certificate to be enclosed): xyxy=(29,1638,351,1661)
sangakkara-record-headline: ସଙ୍ଗକାରାଙ୍କ ଶ୍ରେଷ୍ଠ ଇନିଂସ, ୧୧,୦୦୦ରନ xyxy=(847,1388,1114,1454)
item-number: ii. xyxy=(10,1018,17,1030)
item-number: VII. xyxy=(10,596,25,607)
table-cell[interactable] xyxy=(258,1840,301,1852)
